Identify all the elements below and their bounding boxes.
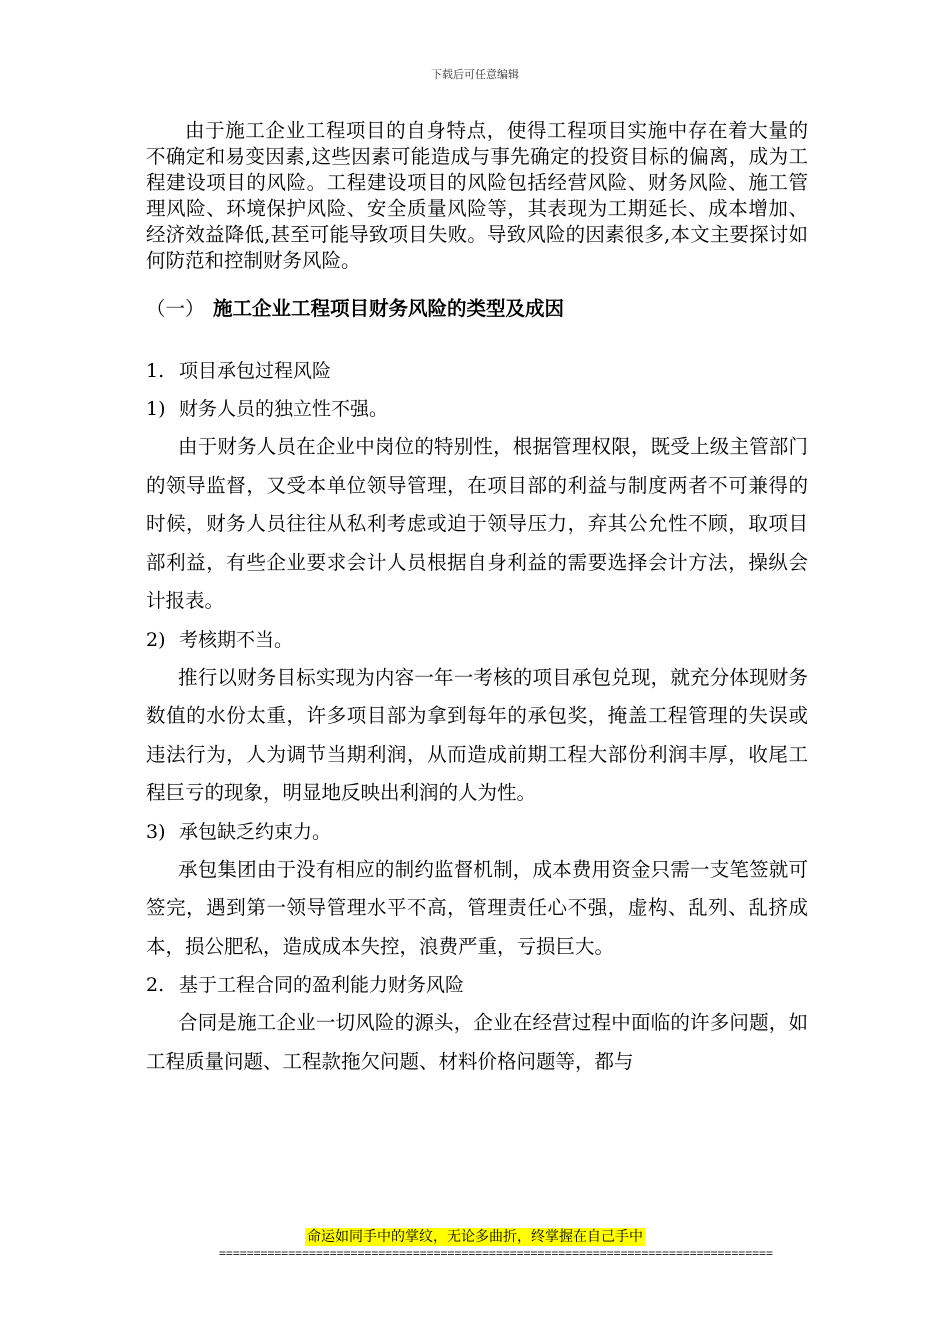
sub-item-2-label: 考核期不当。 [179, 628, 294, 651]
sub-item-3-index: 3) [146, 820, 166, 843]
body-paragraph-2: 推行以财务目标实现为内容一年一考核的项目承包兑现，就充分体现财务数值的水份太重，许多项目部为拿到每年的承包奖，掩盖工程管理的失误或违法行为，人为调节当期利润，从而造成前期工程大部份利润丰厚，收尾工程巨亏的现象，明显地反映出利润的人为性。 [146, 665, 808, 804]
list-item-1-label: 项目承包过程风险 [179, 360, 332, 382]
footer-rule: ================================================================================ [219, 1246, 773, 1260]
footer-motto-text: 命运如同手中的掌纹，无论多曲折，终掌握在自己手中 [307, 1229, 643, 1245]
section-number: （一） [146, 297, 205, 320]
sub-item-2 [146, 621, 808, 659]
list-item-2 [146, 966, 808, 1004]
list-item-2-index: 2. [146, 974, 165, 996]
body-paragraph-4: 合同是施工企业一切风险的源头，企业在经营过程中面临的许多问题，如工程质量问题、工程款拖欠问题、材料价格问题等，都与 [146, 1011, 808, 1073]
sub-item-1 [146, 390, 808, 428]
list-item-1 [146, 352, 808, 390]
section-title: 施工企业工程项目财务风险的类型及成因 [213, 297, 565, 320]
list-item-1-index: 1. [146, 360, 165, 382]
body-paragraph-3: 承包集团由于没有相应的制约监督机制，成本费用资金只需一支笔签就可签完，遇到第一领导管理水平不高，管理责任心不强，虚构、乱列、乱挤成本，损公肥私，造成成本失控，浪费严重，亏损巨大。 [146, 857, 808, 958]
section-heading [146, 288, 808, 330]
sub-item-3-label: 承包缺乏约束力。 [179, 820, 332, 843]
list-item-2-label: 基于工程合同的盈利能力财务风险 [179, 974, 465, 996]
sub-item-1-label: 财务人员的独立性不强。 [179, 398, 389, 420]
footer-motto [0, 1226, 950, 1246]
document-body [146, 118, 808, 1081]
sub-item-2-index: 2) [146, 628, 166, 651]
intro-paragraph: 由于施工企业工程项目的自身特点，使得工程项目实施中存在着大量的不确定和易变因素,这些因素可能造成与事先确定的投资目标的偏离，成为工程建设项目的风险。工程建设项目的风险包括经营风险、财务风险、施工管理风险、环境保护风险、安全质量风险等，其表现为工期延长、成本增加、经济效益降低,甚至可能导致项目失败。导致风险的因素很多,本文主要探讨如何防范和控制财务风险。 [146, 119, 808, 272]
header-note: 下载后可任意编辑 [431, 68, 519, 81]
sub-item-1-index: 1) [146, 398, 166, 420]
sub-item-3 [146, 813, 808, 851]
body-paragraph-1: 由于财务人员在企业中岗位的特别性，根据管理权限，既受上级主管部门的领导监督，又受本单位领导管理，在项目部的利益与制度两者不可兼得的时候，财务人员往往从私利考虑或迫于领导压力，弃其公允性不顾，取项目部利益，有些企业要求会计人员根据自身利益的需要选择会计方法，操纵会计报表。 [146, 435, 808, 612]
